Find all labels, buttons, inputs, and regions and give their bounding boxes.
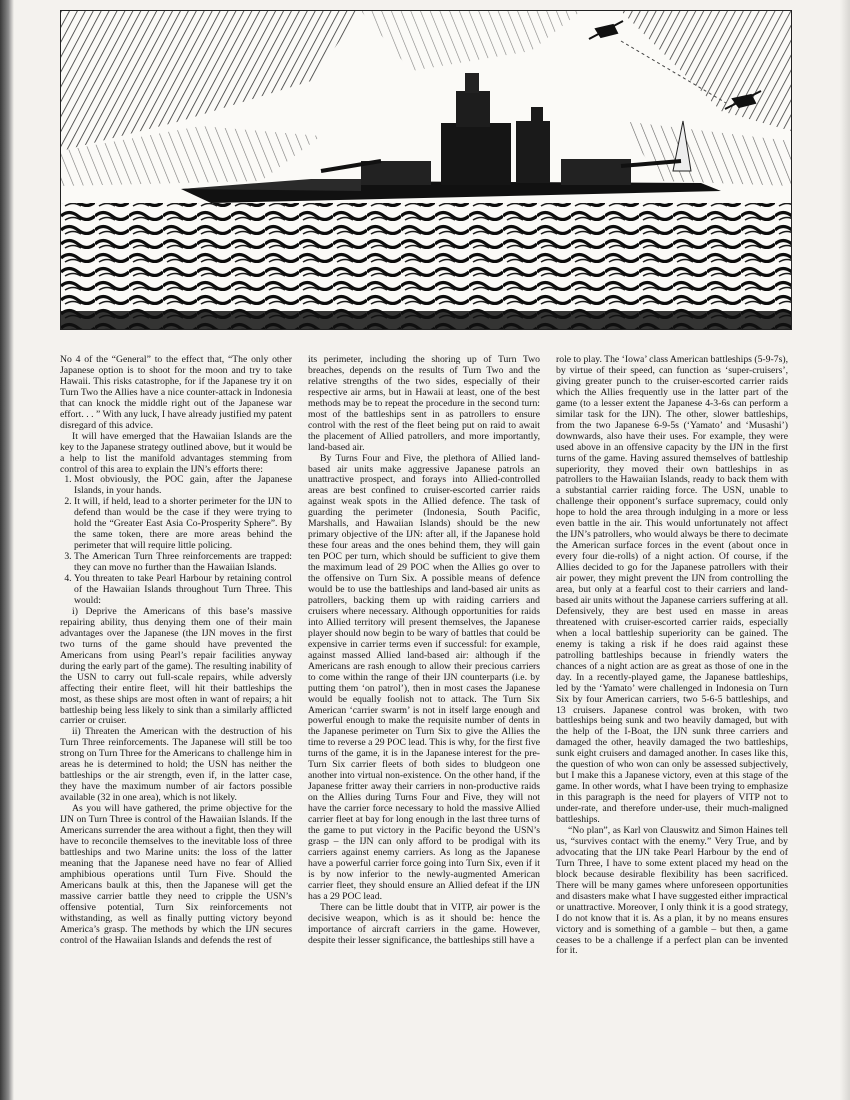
paragraph: By Turns Four and Five, the plethora of Allied land-based air units make aggressive Japanese patrols an unattractive prospect, and forays into Allied-controlled areas are best confined to cruiser-escorted carrier raids against weak spots in the Allied defence. The task of guarding the perimeter (Indonesia, South Pacific, Marshalls, and Hawaiian Islands) should be the new primary objective of the IJN: after all, if the Japanese hold these four areas and the ones behind them, they will gain ten POC per turn, which should be sufficient to give them the maximum lead of 29 POC when the Allies go over to the offensive on Turn Six. A possible means of defence would be to use the battleships and land-based air units as patrollers, backing them up with raiding carriers and cruisers where necessary. Although opportunities for raids into Allied territory will present themselves, the Japanese player should now begin to be wary of battles that could be expensive in carrier terms even if successful: for example, against massed Allied land-based air: although if the Americans are rash enough to allow their precious carriers to come within the range of their IJN counterparts (i.e. by putting them ‘on patrol’), then in most cases the Japanese would be equally foolish not to attack. The Turn Six American ‘carrier swarm’ is not in itself large enough and powerful enough to make the requisite number of dents in the Japanese perimeter on Turn Six to give the Allies the time to reverse a 29 POC lead. This is why, for the first five turns of the game, it is in the Japanese interest for the pre-Turn Six carrier fleets of both sides to bludgeon one another into virtual non-existence. On the other hand, if the Japanese fritter away their carriers in non-productive raids on the Allies during Turns Four and Five, they will not have the carrier force necessary to hold the massive Allied carrier fleet at bay for long enough in the last three turns of the game to put victory in the Pacific beyond the USN’s grasp – the IJN can only afford to be prodigal with its carriers against enemy carriers. As long as the Japanese have a powerful carrier force going into Turn Six, even if it is by now inferior to the newly-augmented American carrier fleet, they should ensure an Allied defeat if the IJN has a 29 POC lead. (308, 452, 540, 902)
paragraph: ii) Threaten the American with the destruction of his Turn Three reinforcements. The Japanese will still be too strong on Turn Three for the Americans to challenge him in areas he is determined to hold; the USN has neither the battleships or the air strength, even if, in the latter case, they have the maximum number of air factors possible available (32 in one area), which is not likely. (60, 726, 292, 804)
paragraph: role to play. The ‘Iowa’ class American battleships (5-9-7s), by virtue of their speed, can function as ‘super-cruisers’, giving greater punch to the cruiser-escorted carrier raids which the Allies frequently use in the latter part of the game (to a lesser extent the Japanese 4-3-6s can perform a similar task for the IJN). The other, slower battleships, from the two Japanese 6-9-5s (‘Yamato’ and ‘Musashi’) downwards, also have their uses. For example, they were used above in an offensive capacity by the IJN in the first turns of the game. Having assured themselves of battleship superiority, they moved their own battleships in as patrollers to the Hawaiian Islands, ready to back them with a substantial carrier raiding force. The USN, unable to challenge their opponent’s surface supremacy, could only hope to hold the area through indulging in a more or less even battle in the air. This would unfortunately not affect the IJN’s patrollers, who would always be there to decimate the American surface forces in the event (about once in every four die-rolls) of a night action. Of course, if the Allies decided to go for the Japanese patrollers with their air power, they might prevent the IJN from controlling the area, but only at a fearful cost to their carriers and land-based air units without the Japanese carriers suffering at all. Defensively, they are best used en masse in areas threatened with cruiser-escorted carrier raids, especially when a local battleship superiority can be gained. The enemy is taking a risk if he does raid against these patrolling battleships because in friendly waters the chances of a night action are as great as those of one in the day. In a recently-played game, the Japanese battleships, led by the ‘Yamato’ were challenged in Indonesia on Turn Six by four American carriers, two 5-6-5 battleships, and 13 cruisers. Japanese control was broken, with two battleships being sunk and two heavily damaged, but with the help of the I-Boat, the IJN sunk three carriers and damaged the other, heavily damaged the two battleships, sunk eight cruisers and damaged another. In cases like this, the question of who won can only be assessed subjectively, but I make this a Japanese victory, even at this stage of the game. In other words, what I have been trying to emphasize in this paragraph is the need for players of VITP not to under-rate, and therefore under-use, their much-maligned battleships. (556, 355, 788, 826)
paragraph: As you will have gathered, the prime objective for the IJN on Turn Three is control of the Hawaiian Islands. If the Americans surrender the area without a fight, then they will have to reconcile themselves to the inevitable loss of three battleships and two Marine units: the loss of the latter meaning that the Japanese need have no fear of Allied amphibious operations until Turn Five. Should the Americans baulk at this, then the Japanese will get the massive carrier battle they need to cripple the USN’s offensive potential, Turn Six reinforcements not withstanding, as well as finally putting victory beyond America’s grasp. The methods by which the IJN secures control of the Hawaiian Islands and defends the rest of (60, 803, 292, 946)
paragraph: There can be little doubt that in VITP, air power is the decisive weapon, which is as it should be: hence the importance of aircraft carriers in the game. However, despite their lesser significance, the battleships still have a (308, 901, 540, 946)
list-item: 4. You threaten to take Pearl Harbour by retaining control of the Hawaiian Islands throughout Turn Three. This would: (74, 574, 292, 607)
scan-light-edge (840, 0, 850, 1100)
paragraph: “No plan”, as Karl von Clauswitz and Simon Haines tell us, “survives contact with the enemy.” Very True, and by advocating that the IJN take Pearl Harbour by the end of Turn Three, I have to some extent placed my head on the block because desirable flexibility has been sacrificed. There will be many games where unforeseen opportunities and disasters make what I have suggested either impractical or unattractive. Moreover, I only think it is a good strategy, I do not know that it is. As a plan, it by no means ensures victory and is something of a gamble – but then, a game ceases to be a challenge if a perfect plan can be invented for it. (556, 824, 788, 957)
advantages-list (60, 475, 292, 606)
list-item: 3. The American Turn Three reinforcements are trapped: they can move no further than the Hawaiian Islands. (74, 552, 292, 574)
battleship-illustration (60, 10, 792, 330)
list-item: 2. It will, if held, lead to a shorter perimeter for the IJN to defend than would be the case if they were trying to hold the “Greater East Asia Co-Prosperity Sphere”. By the same token, there are more areas behind the perimeter that will require little policing. (74, 497, 292, 552)
list-item: 1. Most obviously, the POC gain, after the Japanese Islands, in your hands. (74, 475, 292, 497)
article-body (60, 355, 788, 1097)
column-2 (308, 355, 540, 1097)
column-1 (60, 355, 292, 1097)
paragraph: i) Deprive the Americans of this base’s massive repairing ability, thus denying them one of their main advantages over the Japanese (the IJN moves in the first two turns of the game should have prevented the Americans from using Pearl’s repair facilities anyway during the early part of the game). The resulting inability of the USN to carry out full-scale repairs, while adversly affecting their entire fleet, will hit their battleships the most, as these ships are most often in want of repairs; a hit battleship being less likely to sink than a similarly afflicted carrier or cruiser. (60, 605, 292, 727)
paragraph: its perimeter, including the shoring up of Turn Two breaches, depends on the results of Turn Two and the relative strengths of the two sides, especially of their respective air arms, but in Hawaii at least, one of the best methods may be to repeat the procedure in the second turn: most of the battleships sent in as patrollers to ensure control with the rest of the fleet being put on raid to await the placement of Allied patrollers, and more importantly, land-based air. (308, 355, 540, 453)
paragraph: No 4 of the “General” to the effect that, “The only other Japanese option is to shoot for the moon and try to take Hawaii. This risks catastrophe, for if the Japanese try it on Turn Two the Allies have a nice counter-attack in Indonesia that can knock the middle right out of the Japanese war effort. . . ” With any luck, I have already justified my patent disregard of this advice. (60, 355, 292, 431)
column-3 (556, 355, 788, 1097)
paragraph: It will have emerged that the Hawaiian Islands are the key to the Japanese strategy outlined above, but it would be a help to list the manifold advantages stemming from control of this area to explain the IJN’s efforts there: (60, 430, 292, 475)
scan-shadow-edge (0, 0, 14, 1100)
